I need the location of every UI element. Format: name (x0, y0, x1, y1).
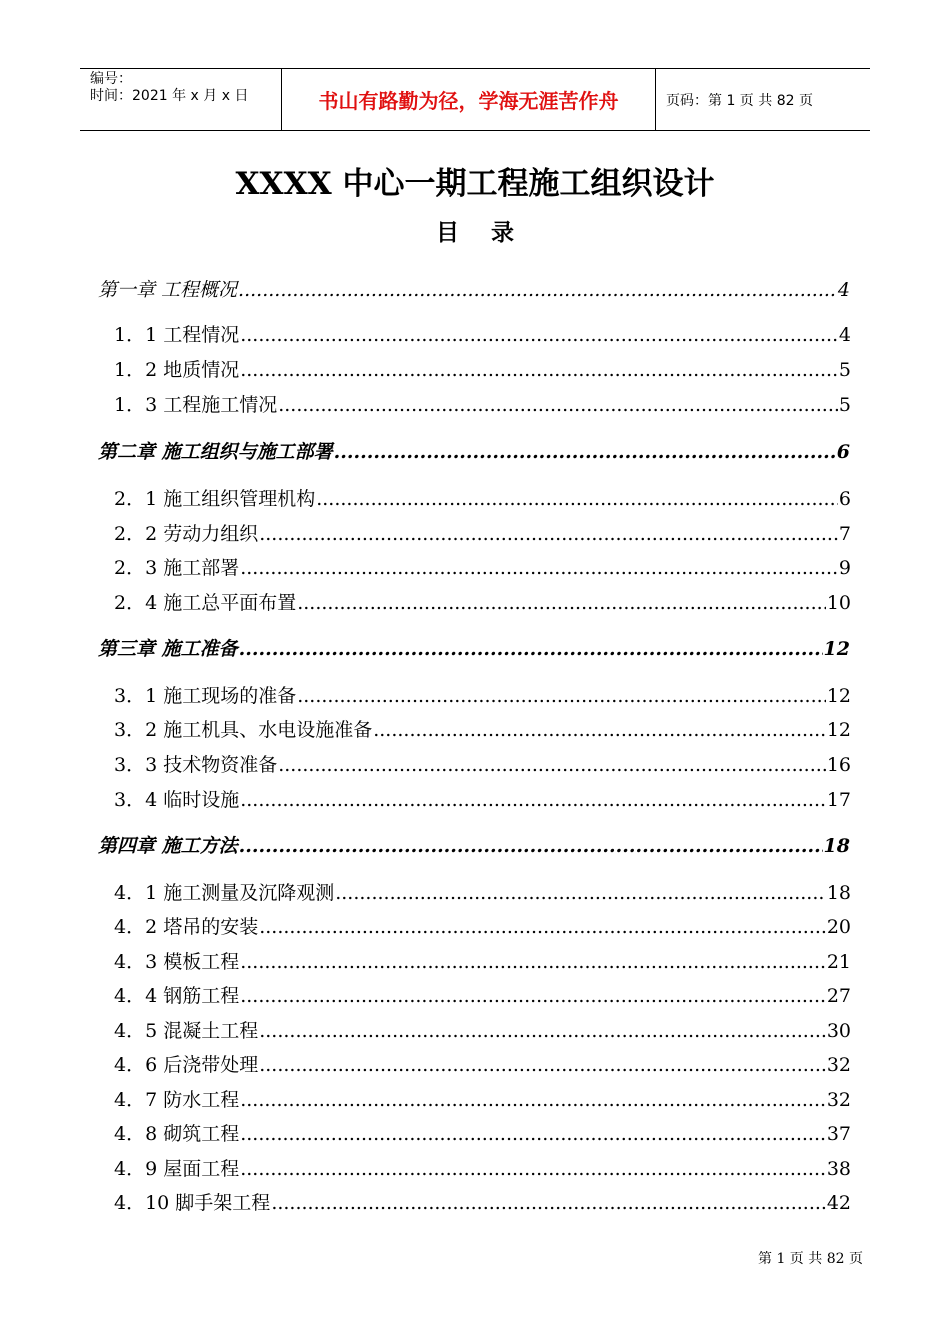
toc-entry-page: 7 (838, 523, 851, 545)
header-meta (80, 69, 282, 130)
toc-section-entry[interactable] (114, 485, 851, 513)
toc-entry-page: 12 (826, 685, 851, 707)
toc-section-entry[interactable] (114, 391, 851, 419)
toc-section-entry[interactable] (114, 1155, 851, 1183)
toc-section-entry[interactable] (114, 589, 851, 617)
toc-leader-dots (240, 1086, 826, 1114)
toc-heading: 目 录 (435, 220, 515, 246)
toc-leader-dots (239, 832, 823, 860)
toc-entry-label: 4．1 施工测量及沉降观测 (114, 882, 335, 904)
toc-entry-page: 9 (838, 557, 851, 579)
toc-leader-dots (240, 321, 838, 349)
toc-leader-dots (278, 751, 826, 779)
toc-leader-dots (259, 1051, 826, 1079)
toc-entry-page: 12 (823, 638, 850, 660)
toc-entry-label: 2．3 施工部署 (114, 557, 240, 579)
toc-section-entry[interactable] (114, 879, 851, 907)
toc-section-entry[interactable] (114, 1086, 851, 1114)
header-page-info: 页码：第 1 页 共 82 页 (666, 92, 813, 109)
toc-leader-dots (297, 589, 826, 617)
toc-entry-page: 16 (826, 754, 851, 776)
toc-section-entry[interactable] (114, 1120, 851, 1148)
toc-entry-label: 4．3 模板工程 (114, 951, 240, 973)
toc-section-entry[interactable] (114, 1017, 851, 1045)
toc-section-entry[interactable] (114, 1051, 851, 1079)
toc-leader-dots (240, 1155, 826, 1183)
toc-entry-label: 第三章 施工准备 (98, 638, 238, 660)
toc-section-entry[interactable] (114, 716, 851, 744)
toc-entry-label: 3．1 施工现场的准备 (114, 685, 297, 707)
toc-entry-label: 第一章 工程概况 (98, 279, 238, 301)
toc-entry-page: 32 (826, 1089, 851, 1111)
toc-section-entry[interactable] (114, 682, 851, 710)
toc-leader-dots (240, 356, 838, 384)
toc-entry-label: 4．2 塔吊的安装 (114, 916, 259, 938)
toc-leader-dots (238, 276, 837, 304)
toc-entry-label: 4．8 砌筑工程 (114, 1123, 240, 1145)
toc-leader-dots (259, 520, 838, 548)
page-footer: 第 1 页 共 82 页 (758, 1251, 863, 1267)
header-motto: 书山有路勤为径，学海无涯苦作舟 (282, 69, 656, 130)
toc-entry-label: 2．4 施工总平面布置 (114, 592, 297, 614)
toc-leader-dots (271, 1189, 826, 1217)
toc-section-entry[interactable] (114, 913, 851, 941)
toc-entry-page: 6 (838, 488, 851, 510)
toc-leader-dots (278, 391, 838, 419)
toc-section-entry[interactable] (114, 356, 851, 384)
toc-entry-page: 38 (826, 1158, 851, 1180)
time-label: 时间：2021 年 x 月 x 日 (90, 88, 249, 104)
toc-entry-label: 4．10 脚手架工程 (114, 1192, 271, 1214)
toc-entry-page: 4 (838, 324, 851, 346)
toc-leader-dots (240, 554, 838, 582)
toc-leader-dots (240, 786, 826, 814)
toc-leader-dots (240, 948, 826, 976)
toc-entry-page: 12 (826, 719, 851, 741)
toc-entry-label: 3．3 技术物资准备 (114, 754, 278, 776)
toc-section-entry[interactable] (114, 1189, 851, 1217)
toc-entry-page: 10 (826, 592, 851, 614)
toc-leader-dots (240, 1120, 826, 1148)
toc-section-entry[interactable] (114, 520, 851, 548)
toc-section-entry[interactable] (114, 321, 851, 349)
toc-entry-label: 第四章 施工方法 (98, 835, 238, 857)
toc-entry-page: 6 (836, 441, 850, 463)
toc-entry-label: 第二章 施工组织与施工部署 (98, 441, 333, 463)
toc-leader-dots (259, 1017, 826, 1045)
toc-entry-label: 3．4 临时设施 (114, 789, 240, 811)
page-header (80, 68, 870, 131)
toc-leader-dots (259, 913, 826, 941)
toc-entry-label: 3．2 施工机具、水电设施准备 (114, 719, 373, 741)
toc-leader-dots (297, 682, 826, 710)
toc-entry-page: 42 (826, 1192, 851, 1214)
toc-entry-page: 27 (826, 985, 851, 1007)
toc-leader-dots (239, 635, 823, 663)
toc-entry-page: 18 (826, 882, 851, 904)
toc-chapter-entry[interactable] (98, 276, 850, 304)
toc-entry-page: 20 (826, 916, 851, 938)
document-title: XXXX 中心一期工程施工组织设计 (235, 166, 715, 202)
toc-entry-page: 21 (826, 951, 851, 973)
toc-leader-dots (373, 716, 826, 744)
toc-entry-label: 4．5 混凝土工程 (114, 1020, 259, 1042)
toc-section-entry[interactable] (114, 786, 851, 814)
toc-section-entry[interactable] (114, 982, 851, 1010)
toc-entry-label: 4．6 后浇带处理 (114, 1054, 259, 1076)
toc-entry-label: 4．9 屋面工程 (114, 1158, 240, 1180)
toc-leader-dots (240, 982, 826, 1010)
toc-entry-label: 1．3 工程施工情况 (114, 394, 278, 416)
toc-entry-label: 1．2 地质情况 (114, 359, 240, 381)
number-label: 编号： (90, 71, 132, 87)
toc-entry-page: 4 (837, 279, 850, 301)
toc-chapter-entry[interactable] (98, 635, 850, 663)
toc-entry-page: 32 (826, 1054, 851, 1076)
toc-section-entry[interactable] (114, 751, 851, 779)
toc-entry-label: 4．7 防水工程 (114, 1089, 240, 1111)
toc-entry-page: 18 (823, 835, 850, 857)
toc-chapter-entry[interactable] (98, 832, 850, 860)
toc-section-entry[interactable] (114, 948, 851, 976)
toc-entry-page: 30 (826, 1020, 851, 1042)
toc-entry-page: 5 (838, 359, 851, 381)
toc-entry-page: 17 (826, 789, 851, 811)
toc-entry-label: 1．1 工程情况 (114, 324, 240, 346)
toc-entry-label: 2．1 施工组织管理机构 (114, 488, 316, 510)
toc-entry-label: 2．2 劳动力组织 (114, 523, 259, 545)
toc-chapter-entry[interactable] (98, 438, 850, 466)
toc-entry-page: 37 (826, 1123, 851, 1145)
toc-section-entry[interactable] (114, 554, 851, 582)
toc-entry-page: 5 (838, 394, 851, 416)
toc-leader-dots (335, 879, 826, 907)
toc-leader-dots (316, 485, 838, 513)
toc-leader-dots (334, 438, 836, 466)
toc-entry-label: 4．4 钢筋工程 (114, 985, 240, 1007)
